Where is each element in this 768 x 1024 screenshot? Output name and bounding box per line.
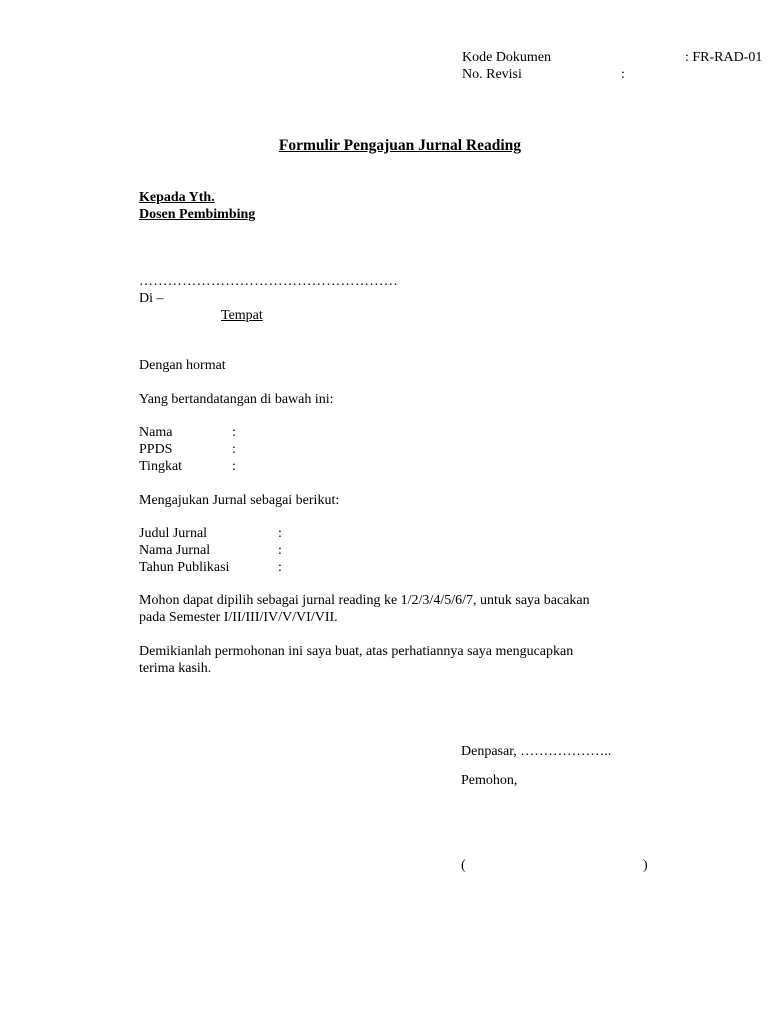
kode-dokumen-label: Kode Dokumen xyxy=(462,50,552,65)
signature-open-paren: ( xyxy=(461,858,466,873)
journal-colon-nama: : xyxy=(278,543,282,558)
identity-colon-nama: : xyxy=(232,425,236,440)
identity-label-ppds: PPDS xyxy=(139,442,173,457)
journal-intro: Mengajukan Jurnal sebagai berikut: xyxy=(139,493,340,508)
request-line-1: Mohon dapat dipilih sebagai jurnal reading ke 1/2/3/4/5/6/7, untuk saya bacakan xyxy=(139,593,590,608)
document-title: Formulir Pengajuan Jurnal Reading xyxy=(278,137,522,154)
no-revisi-label: No. Revisi xyxy=(462,67,522,82)
place-date: Denpasar, ……………….. xyxy=(461,744,612,759)
kode-dokumen-value: : FR-RAD-01 xyxy=(685,50,763,65)
recipient-line-1: Kepada Yth. xyxy=(139,190,215,205)
recipient-line-2: Dosen Pembimbing xyxy=(139,207,256,222)
journal-label-tahun: Tahun Publikasi xyxy=(139,560,230,575)
recipient-tempat: Tempat xyxy=(221,308,263,323)
request-line-2: pada Semester I/II/III/IV/V/VI/VII. xyxy=(139,610,338,625)
signature-close-paren: ) xyxy=(643,858,648,873)
journal-label-nama: Nama Jurnal xyxy=(139,543,211,558)
closing-line-1: Demikianlah permohonan ini saya buat, atas perhatiannya saya mengucapkan xyxy=(139,644,574,659)
journal-label-judul: Judul Jurnal xyxy=(139,526,208,541)
pemohon-label: Pemohon, xyxy=(461,773,518,788)
intro-text: Yang bertandatangan di bawah ini: xyxy=(139,392,334,407)
journal-colon-tahun: : xyxy=(278,560,282,575)
no-revisi-value: : xyxy=(621,67,625,82)
recipient-dots: ……………………………………………… xyxy=(139,274,399,289)
identity-colon-tingkat: : xyxy=(232,459,236,474)
journal-colon-judul: : xyxy=(278,526,282,541)
identity-label-nama: Nama xyxy=(139,425,173,440)
greeting: Dengan hormat xyxy=(139,358,226,373)
identity-colon-ppds: : xyxy=(232,442,236,457)
identity-label-tingkat: Tingkat xyxy=(139,459,183,474)
closing-line-2: terima kasih. xyxy=(139,661,212,676)
recipient-di: Di – xyxy=(139,291,164,306)
